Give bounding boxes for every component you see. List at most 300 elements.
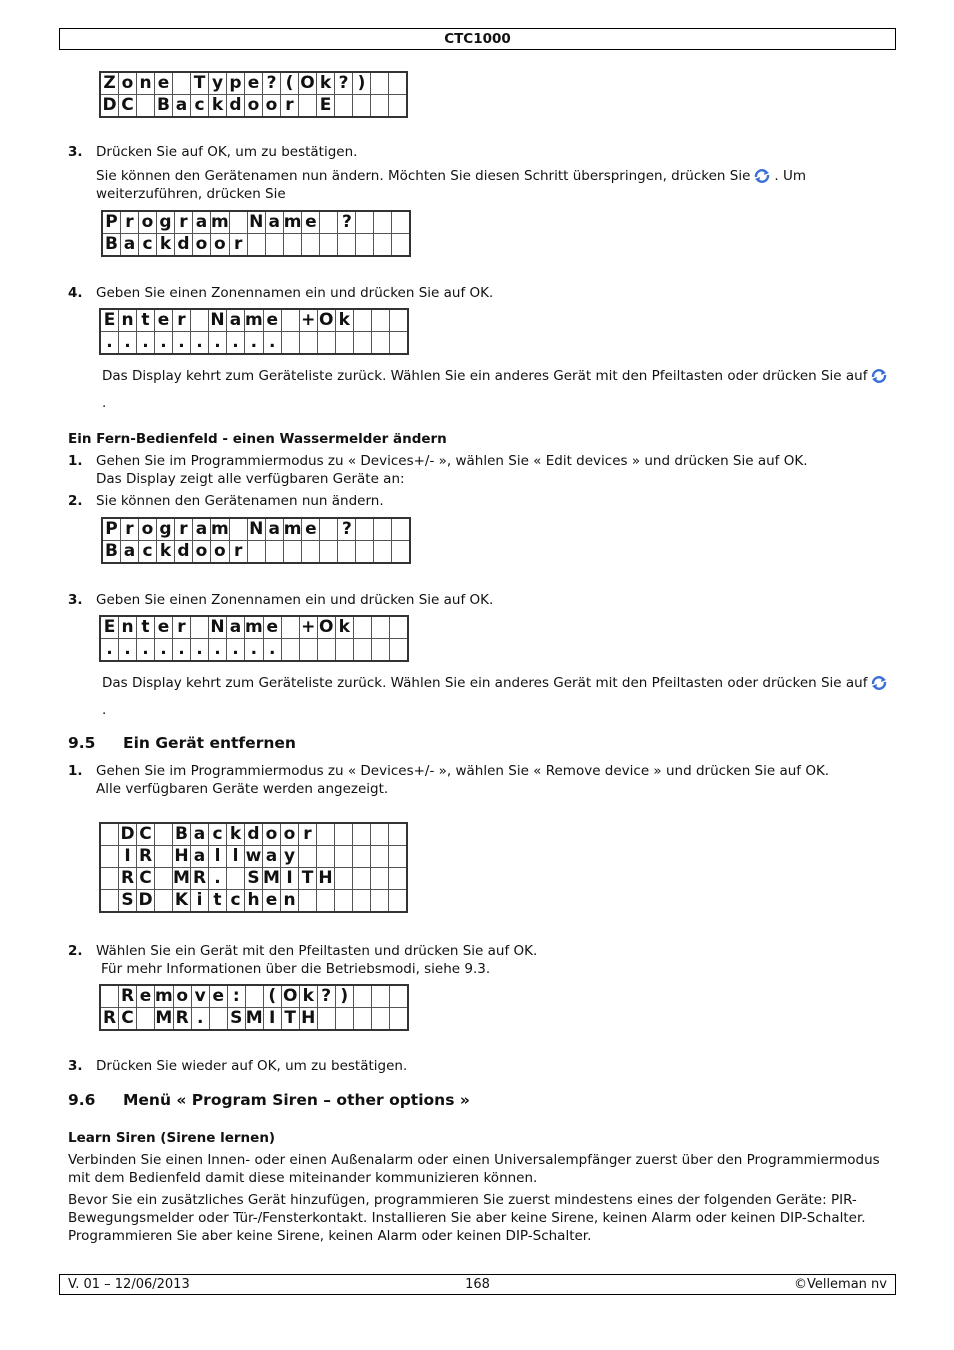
lcd-cell: m [155, 986, 173, 1006]
lcd-cell: t [137, 616, 155, 639]
lcd-cell: a [121, 234, 139, 257]
lcd-cell [371, 985, 389, 1008]
lcd-cell: E [100, 616, 119, 639]
lcd-cell: ? [338, 211, 356, 234]
lcd-cell [227, 868, 245, 890]
lcd-cell: M [263, 868, 280, 888]
lcd-cell: N [210, 617, 225, 637]
lcd-cell [389, 823, 408, 846]
lcd-row [100, 823, 407, 846]
step-number: 1. [68, 763, 83, 779]
lcd-cell: e [137, 985, 155, 1008]
section-subheading: Ein Fern-Bedienfeld - einen Wassermelder ändern [68, 431, 447, 447]
lcd-cell: . [119, 639, 137, 662]
lcd-cell [299, 639, 317, 662]
lcd-cell: a [227, 616, 245, 639]
footer-version: V. 01 – 12/06/2013 [68, 1277, 190, 1292]
lcd-cell: R [137, 846, 155, 868]
lcd-cell: + [301, 310, 316, 330]
lcd-row [100, 890, 407, 913]
lcd-cell: . [173, 639, 191, 662]
lcd-cell: e [155, 616, 173, 639]
lcd-cell [371, 890, 389, 913]
lcd-cell [392, 518, 411, 541]
lcd-cell [389, 985, 408, 1008]
lcd-cell: a [227, 309, 245, 332]
lcd-cell: . [245, 639, 264, 662]
lcd-cell: T [299, 868, 317, 890]
lcd-cell [335, 1008, 353, 1031]
lcd-cell [353, 95, 371, 118]
lcd-device-list [99, 822, 408, 913]
lcd-cell [299, 846, 317, 868]
lcd-cell: . [173, 332, 191, 355]
lcd-cell: ) [335, 985, 353, 1008]
lcd-cell [353, 985, 371, 1008]
lcd-cell [302, 541, 320, 564]
lcd-cell: e [302, 518, 320, 541]
lcd-cell [353, 868, 371, 890]
lcd-cell [371, 309, 389, 332]
lcd-cell: d [175, 541, 193, 564]
lcd-cell: k [157, 541, 175, 564]
lcd-cell: g [157, 211, 175, 234]
step-text: Gehen Sie im Programmiermodus zu « Devices+/- », wählen Sie « Edit devices » und drücken Sie auf OK. Das Display zeigt alle verfügbaren Geräte an: [96, 453, 808, 487]
lcd-cell: r [175, 211, 193, 234]
lcd-cell: r [229, 541, 247, 564]
lcd-cell [389, 1008, 408, 1031]
lcd-remove [99, 984, 409, 1031]
lcd-cell [137, 95, 155, 118]
lcd-cell: o [139, 211, 157, 234]
lcd-cell: d [175, 234, 193, 257]
refresh-arrows-icon [869, 675, 889, 691]
page-header [59, 28, 896, 50]
lcd-cell: . [227, 639, 245, 662]
lcd-cell [100, 823, 119, 846]
lcd-cell: E [100, 309, 119, 332]
lcd-cell: e [263, 616, 281, 639]
lcd-cell: o [281, 823, 299, 846]
lcd-cell [392, 541, 411, 564]
lcd-zone-type [99, 71, 408, 118]
lcd-cell: o [173, 985, 191, 1008]
lcd-cell [353, 1008, 371, 1031]
lcd-cell: o [193, 541, 211, 564]
lcd-cell [155, 846, 173, 868]
lcd-cell: c [139, 234, 157, 257]
lcd-cell [299, 890, 317, 913]
lcd-cell [374, 518, 392, 541]
lcd-cell: p [227, 72, 245, 95]
lcd-cell [356, 518, 374, 541]
lcd-cell: k [335, 616, 353, 639]
lcd-cell [317, 890, 335, 913]
lcd-cell: Z [100, 72, 119, 95]
lcd-row [102, 518, 410, 541]
lcd-cell: R [100, 1008, 119, 1031]
lcd-cell: d [245, 823, 263, 846]
step-number: 3. [68, 144, 83, 160]
lcd-cell: : [227, 985, 245, 1008]
refresh-arrows-icon [869, 368, 889, 384]
lcd-cell [265, 234, 283, 257]
lcd-cell: H [318, 868, 333, 888]
lcd-cell: I [281, 868, 299, 890]
step-text: Geben Sie einen Zonennamen ein und drücken Sie auf OK. [96, 592, 494, 608]
lcd-cell: c [227, 890, 245, 913]
lcd-cell: e [263, 890, 281, 913]
lcd-cell [371, 868, 389, 890]
lcd-cell: ( [263, 985, 281, 1008]
lcd-row [100, 1008, 408, 1031]
lcd-cell: r [121, 518, 139, 541]
lcd-cell: . [209, 639, 227, 662]
lcd-cell: d [227, 95, 245, 118]
lcd-cell: a [193, 518, 211, 541]
lcd-cell: ? [338, 518, 356, 541]
lcd-cell [335, 95, 353, 118]
step-note: Sie können den Gerätenamen nun ändern. Möchten Sie diesen Schritt überspringen, drücken Sie . Um weiterzuführen, drücken Sie [96, 168, 807, 202]
lcd-row [100, 846, 407, 868]
lcd-cell [265, 541, 283, 564]
lcd-row [102, 234, 410, 257]
lcd-cell [320, 541, 338, 564]
lcd-cell [320, 211, 338, 234]
lcd-cell [374, 211, 392, 234]
lcd-cell: m [211, 212, 229, 232]
lcd-cell [281, 309, 299, 332]
lcd-cell [320, 518, 338, 541]
lcd-cell: e [155, 72, 173, 95]
lcd-cell: e [245, 72, 263, 95]
lcd-cell [335, 332, 353, 355]
lcd-cell: K [173, 890, 191, 913]
lcd-cell: D [120, 824, 135, 844]
lcd-cell: S [227, 1008, 245, 1031]
lcd-cell: w [245, 846, 262, 866]
paragraph: Bevor Sie ein zusätzliches Gerät hinzufügen, programmieren Sie zuerst mindestens eines der folgenden Geräte: PIR-Bewegungsmelder oder Tür-/Fensterkontakt. Installieren Sie aber keine Sirene, keinen Alarm oder keinen DIP-Schalter. Programmieren Sie aber keine Sirene, keinen Alarm oder keinen DIP-Schalter. [68, 1192, 866, 1244]
lcd-cell [353, 846, 371, 868]
lcd-cell [389, 868, 408, 890]
lcd-cell [137, 1008, 155, 1031]
lcd-cell: m [283, 519, 302, 539]
lcd-cell: T [191, 72, 209, 95]
lcd-cell [317, 823, 335, 846]
lcd-cell: e [263, 309, 281, 332]
lcd-cell: k [157, 234, 175, 257]
lcd-cell: k [335, 309, 353, 332]
lcd-cell [209, 1008, 227, 1031]
lcd-cell: o [211, 541, 230, 564]
lcd-cell: e [209, 985, 227, 1008]
lcd-cell: C [119, 1008, 137, 1031]
lcd-cell: . [100, 332, 119, 355]
lcd-enter-name [99, 308, 409, 355]
lcd-cell [371, 823, 389, 846]
lcd-cell [353, 309, 371, 332]
return-note: Das Display kehrt zum Geräteliste zurück. Wählen Sie ein anderes Gerät mit den Pfeiltasten oder drücken Sie auf. [102, 670, 892, 724]
lcd-cell [302, 234, 320, 257]
lcd-cell: ) [353, 72, 371, 95]
lcd-cell: r [121, 211, 139, 234]
lcd-cell [374, 541, 392, 564]
lcd-cell [299, 95, 317, 118]
lcd-cell: a [263, 846, 281, 868]
step-text: Gehen Sie im Programmiermodus zu « Devices+/- », wählen Sie « Remove device » und drücken Sie auf OK. Alle verfügbaren Geräte werden angezeigt. [96, 763, 830, 797]
lcd-cell [317, 639, 335, 662]
lcd-cell [338, 234, 356, 257]
lcd-cell [371, 1008, 389, 1031]
lcd-cell: . [245, 332, 264, 355]
lcd-cell: C [119, 95, 137, 118]
lcd-cell [389, 846, 408, 868]
lcd-cell [299, 332, 317, 355]
lcd-cell [100, 890, 119, 913]
lcd-cell: . [191, 639, 209, 662]
step-number: 3. [68, 1058, 83, 1074]
lcd-cell [247, 234, 265, 257]
lcd-cell: l [227, 846, 245, 868]
lcd-cell: c [139, 541, 157, 564]
lcd-cell [353, 890, 371, 913]
lcd-cell [392, 234, 411, 257]
lcd-cell: i [191, 890, 209, 913]
lcd-cell [173, 72, 191, 95]
lcd-cell: O [318, 310, 334, 330]
lcd-cell: . [209, 868, 227, 890]
refresh-arrows-icon [752, 168, 772, 184]
lcd-cell: M [155, 1008, 173, 1028]
lcd-cell: S [119, 890, 137, 913]
lcd-cell [283, 541, 302, 564]
lcd-cell [371, 72, 389, 95]
lcd-enter-name [99, 615, 409, 662]
lcd-cell: r [173, 616, 191, 639]
lcd-row [100, 639, 408, 662]
lcd-cell [335, 823, 353, 846]
lcd-cell [389, 309, 408, 332]
lcd-cell [229, 211, 247, 234]
lcd-cell: H [174, 846, 189, 866]
lcd-cell: k [299, 985, 317, 1008]
lcd-cell: . [263, 639, 281, 662]
lcd-cell: M [245, 1008, 263, 1028]
section-heading-9-5: 9.5 Ein Gerät entfernen [68, 734, 296, 752]
lcd-row [100, 616, 408, 639]
lcd-cell: o [263, 95, 281, 118]
section-heading-9-6: 9.6 Menü « Program Siren – other options » [68, 1091, 470, 1109]
lcd-cell: . [137, 332, 155, 355]
lcd-cell [281, 616, 299, 639]
lcd-cell: R [173, 1008, 191, 1031]
lcd-cell: P [102, 211, 121, 234]
lcd-cell: r [175, 518, 193, 541]
return-note: Das Display kehrt zum Geräteliste zurück. Wählen Sie ein anderes Gerät mit den Pfeiltasten oder drücken Sie auf. [102, 363, 892, 417]
lcd-cell: . [227, 332, 245, 355]
lcd-cell: + [301, 617, 316, 637]
lcd-row [100, 95, 407, 118]
lcd-cell: a [191, 823, 209, 846]
lcd-cell [338, 541, 356, 564]
lcd-cell: a [173, 95, 191, 118]
lcd-cell: r [229, 234, 247, 257]
lcd-cell [191, 309, 209, 332]
lcd-cell: r [299, 823, 317, 846]
lcd-cell: r [173, 309, 191, 332]
step-text: Wählen Sie ein Gerät mit den Pfeiltasten und drücken Sie auf OK. Für mehr Informationen über die Betriebsmodi, siehe 9.3. [96, 943, 538, 977]
lcd-cell: n [119, 309, 137, 332]
lcd-cell: ? [335, 72, 353, 95]
lcd-cell: o [139, 518, 157, 541]
lcd-cell: . [263, 332, 281, 355]
lcd-cell [155, 868, 173, 890]
lcd-cell: m [283, 212, 302, 232]
lcd-cell [247, 541, 265, 564]
lcd-cell [335, 846, 353, 868]
lcd-row [100, 332, 408, 355]
lcd-cell: y [281, 846, 299, 868]
lcd-cell [389, 639, 408, 662]
lcd-cell [389, 95, 408, 118]
lcd-cell: D [138, 890, 153, 910]
lcd-cell: a [121, 541, 139, 564]
lcd-cell: r [281, 95, 299, 118]
lcd-cell [356, 211, 374, 234]
lcd-cell: ? [317, 985, 335, 1008]
lcd-cell: y [209, 72, 227, 95]
lcd-cell: ( [281, 72, 299, 95]
lcd-cell [100, 985, 119, 1008]
lcd-cell [374, 234, 392, 257]
lcd-cell: B [102, 234, 121, 257]
lcd-cell [155, 823, 173, 846]
step-text: Sie können den Gerätenamen nun ändern. [96, 493, 384, 509]
lcd-cell [335, 890, 353, 913]
lcd-cell: B [102, 541, 121, 564]
lcd-cell: R [191, 868, 209, 890]
lcd-cell: m [245, 310, 263, 330]
lcd-cell: N [249, 519, 264, 539]
lcd-cell [371, 332, 389, 355]
lcd-cell: a [191, 846, 209, 868]
lcd-cell: m [211, 519, 229, 539]
lcd-cell [389, 332, 408, 355]
footer-copyright: ©Velleman nv [793, 1277, 887, 1292]
lcd-cell [371, 95, 389, 118]
lcd-cell: m [245, 617, 263, 637]
lcd-cell: D [100, 95, 119, 118]
lcd-cell: . [155, 332, 173, 355]
lcd-cell: H [301, 1008, 316, 1028]
lcd-cell: C [137, 868, 155, 890]
lcd-row [100, 868, 407, 890]
step-text: Geben Sie einen Zonennamen ein und drücken Sie auf OK. [96, 285, 494, 301]
footer-page-number: 168 [465, 1277, 490, 1292]
lcd-cell: E [317, 95, 335, 118]
lcd-cell: N [210, 310, 225, 330]
lcd-cell: o [263, 823, 281, 846]
lcd-cell [281, 639, 299, 662]
lcd-cell: o [211, 234, 230, 257]
lcd-cell: c [209, 823, 227, 846]
lcd-cell [356, 541, 374, 564]
lcd-cell: I [119, 846, 137, 868]
lcd-cell: C [137, 823, 155, 846]
lcd-cell: S [245, 868, 263, 890]
lcd-cell [317, 846, 335, 868]
lcd-cell: . [155, 639, 173, 662]
page-footer [59, 1274, 896, 1295]
lcd-cell: . [119, 332, 137, 355]
lcd-cell: N [249, 212, 264, 232]
lcd-cell [100, 868, 119, 890]
lcd-cell: k [227, 823, 245, 846]
section-subheading: Learn Siren (Sirene lernen) [68, 1130, 276, 1146]
lcd-cell: k [209, 95, 227, 118]
lcd-cell [371, 846, 389, 868]
lcd-cell: e [302, 211, 320, 234]
header-title: CTC1000 [444, 31, 511, 47]
lcd-cell: R [119, 985, 137, 1008]
lcd-cell: o [193, 234, 211, 257]
lcd-cell: h [245, 890, 263, 913]
lcd-cell: e [155, 309, 173, 332]
step-number: 4. [68, 285, 83, 301]
step-number: 3. [68, 592, 83, 608]
lcd-cell [353, 639, 371, 662]
lcd-cell: R [119, 868, 137, 890]
step-text: Drücken Sie auf OK, um zu bestätigen. [96, 144, 358, 160]
lcd-cell: I [263, 1008, 281, 1031]
lcd-cell: . [209, 332, 227, 355]
lcd-cell [353, 332, 371, 355]
lcd-cell [155, 890, 173, 913]
lcd-row [102, 541, 410, 564]
lcd-cell: . [191, 332, 209, 355]
lcd-cell: n [281, 890, 299, 913]
lcd-cell: . [100, 639, 119, 662]
lcd-cell: a [265, 211, 283, 234]
step-number: 2. [68, 943, 83, 959]
lcd-cell: O [282, 986, 298, 1006]
step-number: 2. [68, 493, 83, 509]
lcd-cell [100, 846, 119, 868]
lcd-cell: a [193, 211, 211, 234]
lcd-cell: t [137, 309, 155, 332]
lcd-cell: v [191, 985, 209, 1008]
lcd-cell: B [155, 95, 173, 118]
lcd-cell [389, 72, 408, 95]
lcd-cell: O [318, 617, 334, 637]
lcd-row [100, 309, 408, 332]
lcd-cell: c [191, 95, 209, 118]
lcd-cell: g [157, 518, 175, 541]
lcd-cell [389, 616, 408, 639]
lcd-cell [191, 616, 209, 639]
lcd-cell [371, 639, 389, 662]
lcd-cell: M [173, 868, 190, 888]
lcd-cell: . [191, 1008, 209, 1031]
lcd-cell: T [281, 1008, 299, 1031]
lcd-cell [317, 332, 335, 355]
lcd-cell: l [209, 846, 227, 868]
lcd-program-name [101, 210, 411, 257]
paragraph: Verbinden Sie einen Innen- oder einen Außenalarm oder einen Universalempfänger zuerst über den Programmiermodus mit dem Bedienfeld damit diese miteinander kommunizieren können. [68, 1152, 880, 1186]
lcd-cell [335, 639, 353, 662]
step-text: Drücken Sie wieder auf OK, um zu bestätigen. [96, 1058, 408, 1074]
lcd-cell: t [209, 890, 227, 913]
